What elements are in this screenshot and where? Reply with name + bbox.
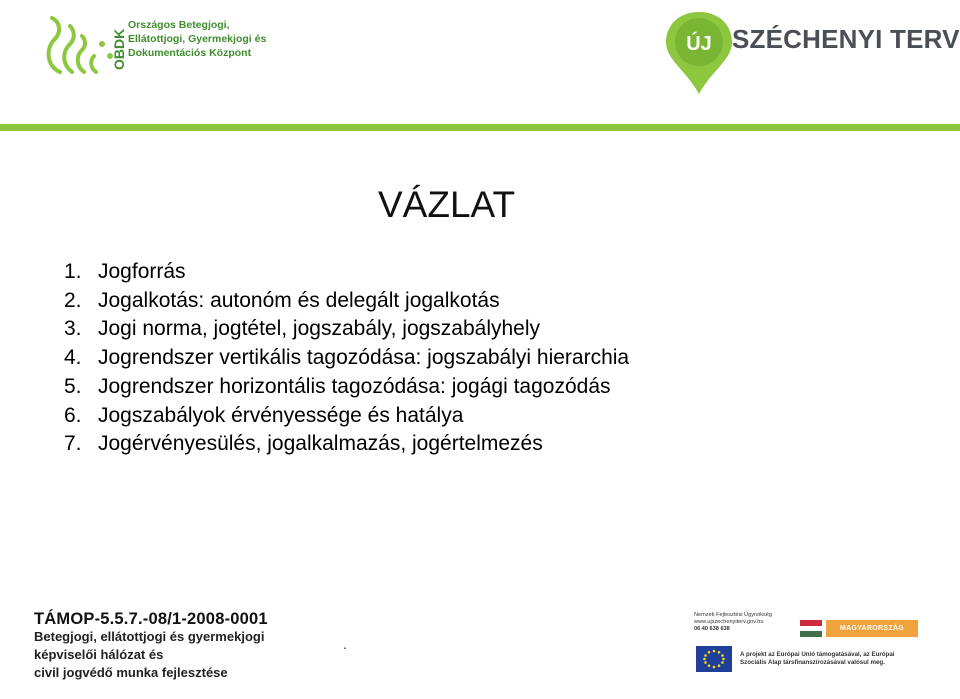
item-number: 5.: [64, 374, 82, 398]
list-item: [64, 344, 629, 373]
project-line: képviselői hálózat és: [34, 647, 164, 662]
list-item: [64, 373, 629, 402]
item-number: 1.: [64, 260, 82, 283]
list-item: [64, 430, 629, 459]
nfu-line: www.ujszechenyiterv.gov.hu: [694, 619, 764, 625]
project-line: Betegjogi, ellátottjogi és gyermekjogi: [34, 629, 265, 644]
footer-project-info: [34, 610, 268, 682]
nfu-line: 06 40 638 638: [694, 626, 730, 632]
item-text: Jogrendszer vertikális tagozódása: jogszabályi hierarchia: [98, 346, 630, 370]
list-item: [64, 287, 629, 316]
project-code: TÁMOP-5.5.7.-08/1-2008-0001: [34, 610, 268, 628]
footer-dot: .: [343, 636, 347, 652]
item-text: Jogforrás: [98, 260, 186, 283]
nfu-info: [694, 612, 772, 633]
list-item: [64, 258, 629, 287]
item-text: Jogi norma, jogtétel, jogszabály, jogszabályhely: [98, 317, 541, 341]
item-number: 4.: [64, 346, 82, 370]
item-number: 3.: [64, 317, 82, 341]
outline-list: [64, 258, 629, 459]
header-divider: [0, 124, 960, 131]
magyarorszag-megujul-badge: MAGYARORSZÁG MEGÚJUL: [826, 620, 918, 637]
item-number: 2.: [64, 288, 82, 312]
item-text: Jogszabályok érvényessége és hatálya: [98, 403, 464, 427]
list-item: [64, 315, 629, 344]
item-number: 7.: [64, 432, 82, 456]
szechenyi-terv-title: SZÉCHENYI TERV: [732, 24, 960, 54]
item-text: Jogalkotás: autonóm és delegált jogalkotás: [98, 288, 500, 312]
page-title: VÁZLAT: [378, 184, 516, 225]
obdk-org-line: Dokumentációs Központ: [128, 47, 252, 59]
nfu-line: Nemzeti Fejlesztési Ügynökség: [694, 612, 773, 618]
obdk-org-name: [128, 18, 266, 60]
item-text: Jogrendszer horizontális tagozódása: jogági tagozódás: [98, 374, 611, 398]
szt-badge-text: ÚJ: [686, 33, 712, 55]
list-item: [64, 402, 629, 431]
eu-funding-line: Szociális Alap társfinanszírozásával valósul meg.: [740, 659, 885, 666]
obdk-org-line: Országos Betegjogi,: [128, 19, 230, 31]
eu-funding-text: [740, 651, 920, 667]
obdk-org-line: Ellátottjogi, Gyermekjogi és: [128, 33, 267, 45]
project-line: civil jogvédő munka fejlesztése: [34, 665, 228, 680]
eu-flag-icon: [696, 646, 732, 672]
item-number: 6.: [64, 403, 82, 427]
obdk-emblem-icon: [49, 18, 113, 72]
hungarian-flag-icon: [800, 620, 822, 637]
eu-funding-line: A projekt az Európai Unió támogatásával, az Európai: [740, 651, 895, 658]
item-text: Jogérvényesülés, jogalkalmazás, jogértelmezés: [98, 432, 543, 456]
obdk-vertical-text: OBDK: [111, 28, 127, 70]
